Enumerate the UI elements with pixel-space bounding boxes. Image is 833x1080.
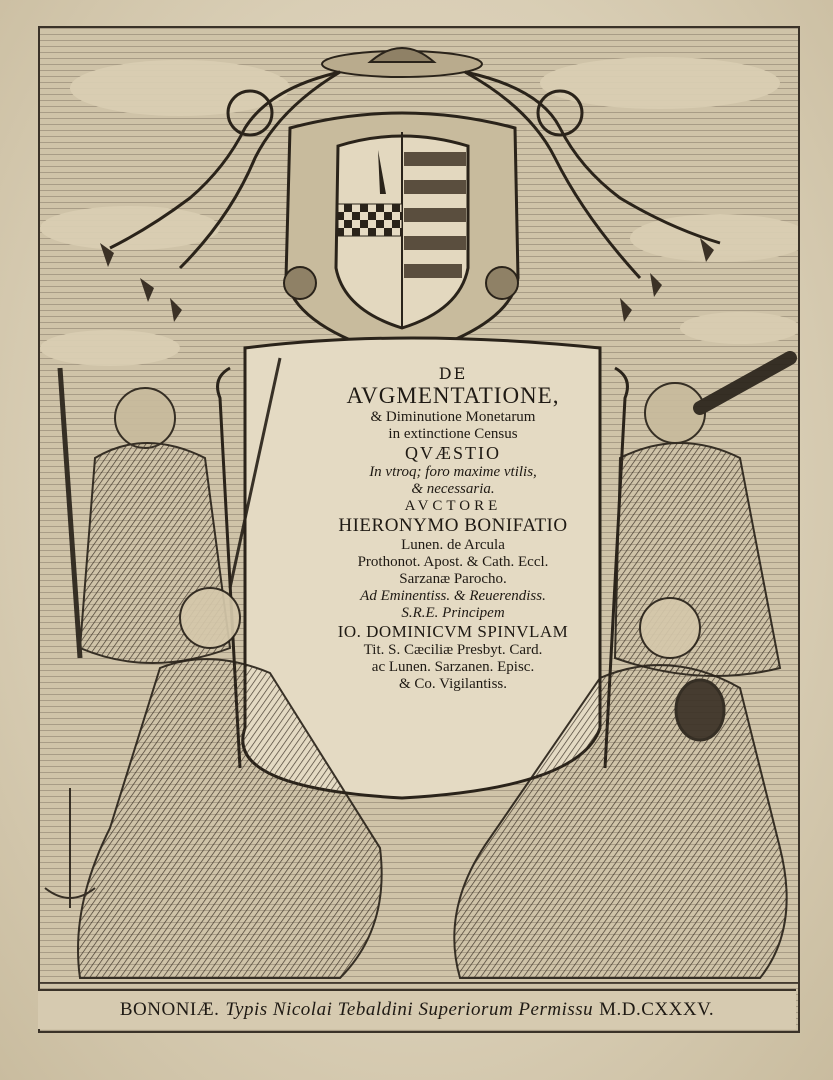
italic-line-1: In vtroq; foro maxime vtilis,: [369, 464, 537, 480]
quaestio-heading: QVÆSTIO: [404, 443, 501, 463]
title-de: DE: [438, 364, 468, 383]
italic-line-2: & necessaria.: [411, 481, 495, 497]
author-line-2: Prothonot. Apost. & Cath. Eccl.: [357, 554, 549, 570]
coat-of-arms-icon: [284, 113, 518, 358]
author-line-3: Sarzanæ Parocho.: [399, 571, 507, 587]
dedication-line-2: S.R.E. Principem: [401, 605, 505, 621]
author-name: HIERONYMO BONIFATIO: [338, 515, 568, 536]
subtitle-line-2: in extinctione Census: [388, 426, 518, 442]
dedicatee-line-2: ac Lunen. Sarzanen. Episc.: [371, 659, 535, 675]
subtitle-line-1: & Diminutione Monetarum: [370, 409, 536, 425]
imprint-place: BONONIÆ.: [119, 999, 220, 1020]
auctore-heading: AVCTORE: [404, 498, 502, 514]
imprint-year: M.D.CXXXV.: [599, 999, 715, 1020]
dedicatee-line-3: & Co. Vigilantiss.: [398, 676, 507, 692]
imprint-printer: Typis Nicolai Tebaldini Superiorum Permissu: [225, 999, 594, 1020]
dedicatee-name: IO. DOMINICVM SPINVLAM: [337, 622, 569, 641]
author-line-1: Lunen. de Arcula: [401, 537, 505, 553]
dedicatee-line-1: Tit. S. Cæciliæ Presbyt. Card.: [363, 642, 543, 658]
engraved-frontispiece: [38, 26, 800, 1033]
imprint-line: [38, 989, 796, 1029]
dedication-line-1: Ad Eminentiss. & Reuerendiss.: [360, 588, 546, 604]
book-title: AVGMENTATIONE,: [346, 383, 560, 408]
title-text-block: [268, 358, 638, 693]
